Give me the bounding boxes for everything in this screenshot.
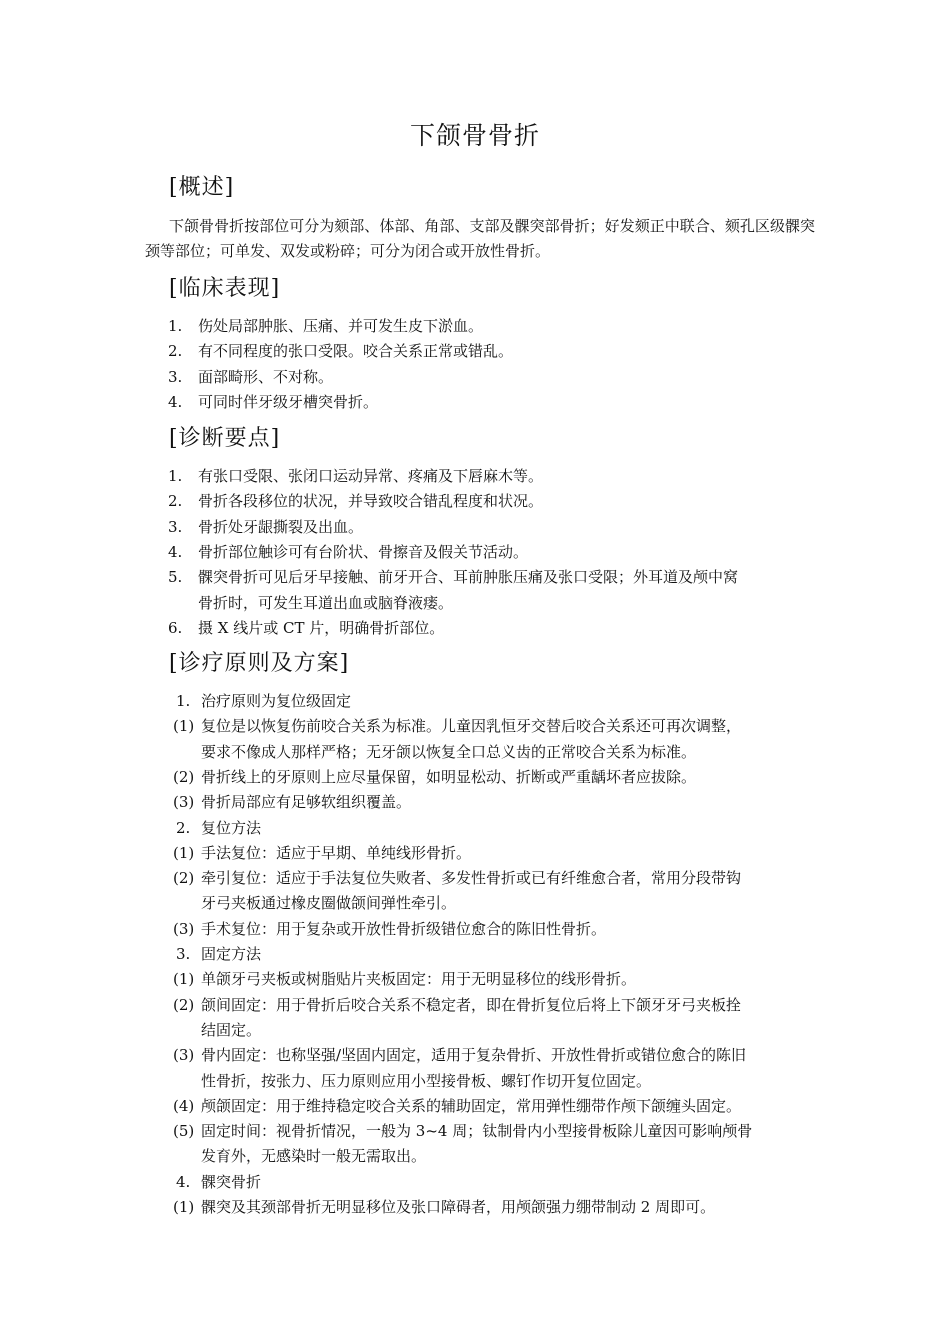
list-item-text: 伤处局部肿胀、压痛、并可发生皮下淤血。 [198,317,484,335]
list-item-number: 2. [176,818,191,837]
list-item-text: 髁突及其颈部骨折无明显移位及张口障碍者，用颅颌强力绷带制动 2 周即可。 [201,1198,716,1216]
list-item-text: 髁突骨折可见后牙早接触、前牙开合、耳前肿胀压痛及张口受限；外耳道及颅中窝 [198,568,739,587]
list-item-text: 骨折局部应有足够软组织覆盖。 [201,793,412,812]
list-item-number: (5) [173,1122,195,1141]
list-item-continuation: 牙弓夹板通过橡皮圈做颌间弹性牵引。 [201,894,457,913]
list-item-text: 手法复位：适应于早期、单纯线形骨折。 [201,843,472,862]
list-item-number: (3) [173,919,195,938]
list-item-text: 骨折处牙龈撕裂及出血。 [198,517,364,536]
list-item-number: (2) [173,767,195,786]
list-item-number: (1) [173,970,195,989]
list-item-continuation: 骨折时，可发生耳道出血或脑脊液瘘。 [198,593,454,612]
list-item-number: 1. [168,317,183,335]
list-item-text: 有不同程度的张口受限。咬合关系正常或错乱。 [198,342,514,361]
list-item-number: (3) [173,1046,195,1065]
list-item-text: 固定方法 [201,945,262,963]
list-item-text: 复位方法 [201,818,262,837]
list-item-continuation: 性骨折，按张力、压力原则应用小型接骨板、螺钉作切开复位固定。 [201,1071,652,1090]
list-item-text: 有张口受限、张闭口运动异常、疼痛及下唇麻木等。 [198,467,544,485]
list-item-text: 单颌牙弓夹板或树脂贴片夹板固定：用于无明显移位的线形骨折。 [201,970,637,989]
list-item-number: 3. [176,945,191,963]
list-item-number: 2. [168,342,183,361]
list-item-text: 牵引复位：适应于手法复位失败者、多发性骨折或已有纤维愈合者，常用分段带钩 [201,869,742,888]
list-item-number: (4) [173,1096,195,1115]
list-item-number: 1. [176,692,191,710]
list-item-text: 复位是以恢复伤前咬合关系为标准。儿童因乳恒牙交替后咬合关系还可再次调整， [201,717,742,736]
section-heading-overview: [概述] [169,175,235,200]
section-heading-treatment: [诊疗原则及方案] [169,651,350,676]
list-item-text: 骨内固定：也称坚强/坚固内固定，适用于复杂骨折、开放性骨折或错位愈合的陈旧 [201,1046,747,1065]
list-item-number: 3. [168,517,183,536]
list-item-number: (2) [173,869,195,888]
list-item-number: 5. [168,568,183,587]
list-item-number: (1) [173,717,195,736]
page-title: 下颌骨骨折 [409,121,540,150]
list-item-text: 可同时伴牙级牙槽突骨折。 [198,392,379,411]
list-item-text: 颌间固定：用于骨折后咬合关系不稳定者，即在骨折复位后将上下颌牙牙弓夹板拴 [201,995,742,1014]
list-item-number: (1) [173,843,195,862]
list-item-number: 4. [176,1172,191,1191]
list-item-number: 4. [168,542,183,561]
list-item-number: (2) [173,995,195,1014]
list-item-continuation: 要求不像成人那样严格；无牙颌以恢复全口总义齿的正常咬合关系为标准。 [201,742,697,761]
overview-paragraph: 下颌骨骨折按部位可分为颏部、体部、角部、支部及髁突部骨折；好发颏正中联合、颏孔区级髁突颈等部位；可单发、双发或粉碎；可分为闭合或开放性骨折。 [145,217,815,260]
list-item-text: 骨折部位触诊可有台阶状、骨擦音及假关节活动。 [198,542,529,561]
section-heading-diagnosis: [诊断要点] [169,426,281,451]
list-item-continuation: 发育外，无感染时一般无需取出。 [201,1147,427,1166]
section-heading-clinical: [临床表现] [169,276,281,301]
list-item-number: 4. [168,392,183,411]
list-item-number: 3. [168,367,183,386]
list-item-text: 摄 X 线片或 CT 片，明确骨折部位。 [198,618,445,637]
list-item-number: 2. [168,492,183,511]
list-item-text: 手术复位：用于复杂或开放性骨折级错位愈合的陈旧性骨折。 [201,919,607,938]
list-item-text: 固定时间：视骨折情况，一般为 3~4 周；钛制骨内小型接骨板除儿童因可影响颅骨 [201,1122,753,1141]
list-item-text: 骨折线上的牙原则上应尽量保留，如明显松动、折断或严重龋坏者应拔除。 [201,767,697,786]
list-item-text: 治疗原则为复位级固定 [201,692,352,710]
list-item-continuation: 结固定。 [201,1020,262,1039]
list-item-number: (1) [173,1198,195,1216]
list-item-number: (3) [173,793,195,812]
list-item-text: 面部畸形、不对称。 [198,367,334,386]
list-item-number: 1. [168,467,183,485]
list-item-text: 颅颌固定：用于维持稳定咬合关系的辅助固定，常用弹性绷带作颅下颌缠头固定。 [201,1096,742,1115]
list-item-text: 髁突骨折 [201,1172,262,1191]
list-item-number: 6. [168,618,183,637]
list-item-text: 骨折各段移位的状况，并导致咬合错乱程度和状况。 [198,492,544,511]
